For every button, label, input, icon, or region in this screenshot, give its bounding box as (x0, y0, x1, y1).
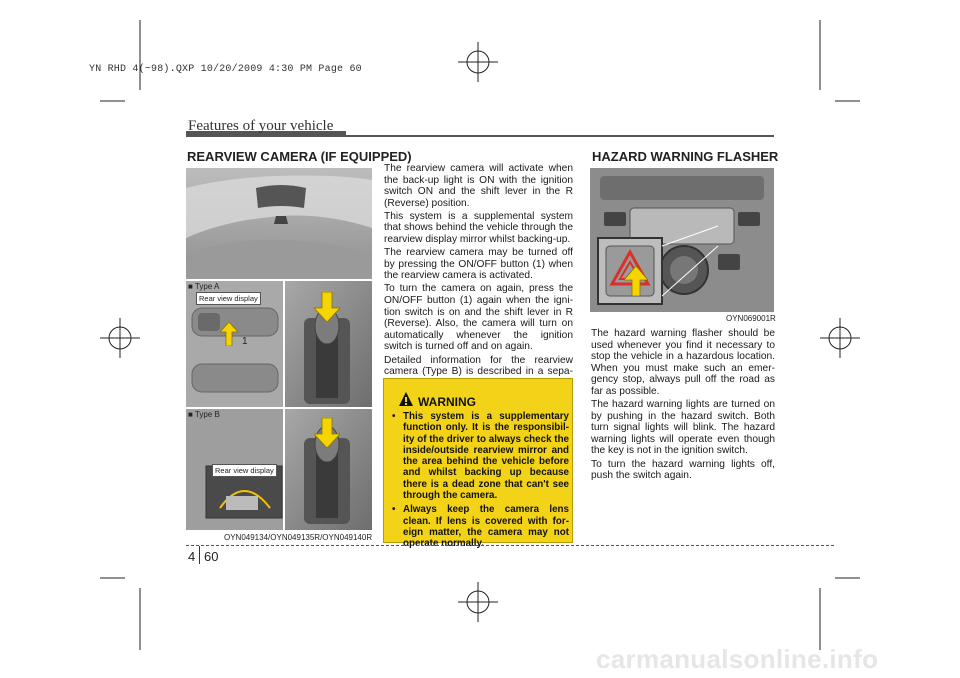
warning-item: • Always keep the camera lens clean. If lens is covered with for-eign matter, the camera may not operate normally. (392, 504, 569, 549)
rearview-camera-figure (186, 168, 372, 530)
watermark: carmanualsonline.info (596, 644, 879, 674)
hazard-switch-figure (590, 168, 774, 312)
print-slug: YN RHD 4(~98).QXP 10/20/2009 4:30 PM Page 60 (89, 64, 362, 75)
warning-list (392, 411, 569, 553)
hazard-flasher-body (591, 328, 775, 483)
warning-title: WARNING (418, 395, 476, 409)
body-paragraph: The rearview camera may be turned off by pressing the ON/OFF button (1) when the rearview camera is activated. (384, 247, 573, 282)
shift-lever-arrow-icon-a (314, 292, 340, 322)
hazard-arrow-icon (624, 266, 648, 296)
hazard-switch-illustration (590, 168, 774, 312)
header-rule (186, 135, 774, 137)
body-paragraph: Detailed information for the rearview camera (Type B) is described in a sepa- (384, 354, 573, 378)
page-number-separator (199, 546, 200, 564)
section-title: Features of your vehicle (188, 118, 334, 134)
body-paragraph: This system is a supplemental system that shows behind the vehicle through the rearview display mirror whilst backing-up. (384, 210, 573, 246)
rearview-figure-caption: OYN049134/OYN049135R/OYN049140R (224, 533, 373, 542)
type-a-label: ■ Type A (188, 282, 220, 291)
body-paragraph: The hazard warning lights are turned on by pushing in the hazard switch. Both turn signal lights will blink. The hazard warning lights will operate even though the key is not in the ignition switch. (591, 399, 775, 457)
hazard-flasher-heading: HAZARD WARNING FLASHER (592, 149, 779, 164)
rearview-camera-body (384, 163, 573, 391)
body-paragraph: To turn the hazard warning lights off, push the switch again. (591, 458, 775, 482)
button-number-label: 1 (242, 336, 248, 347)
body-paragraph: The rearview camera will activate when the back-up light is ON with the ignition switch ON and the shift lever in the R (Reverse) position. (384, 163, 573, 209)
warning-box (383, 378, 573, 550)
page-number: 60 (204, 549, 219, 564)
rear-view-display-label-a: Rear view display (196, 292, 261, 305)
body-paragraph: To turn the camera on again, press the ON/OFF button (1) again when the igni-tion switch is on and the shift lever in R (Reverse). Also, the camera will turn on automatically whenever the ignition switch is turned off and on again. (384, 283, 573, 353)
chapter-number: 4 (188, 549, 196, 564)
type-b-label: ■ Type B (188, 410, 220, 419)
rearview-camera-heading: REARVIEW CAMERA (IF EQUIPPED) (187, 149, 412, 164)
hazard-figure-caption: OYN069001R (726, 314, 776, 323)
button-1-arrow-icon (220, 322, 238, 346)
footer-rule (186, 545, 834, 546)
warning-item: • This system is a supplementary function only. It is the responsibil-ity of the driver to always check the inside/outside rearview mirror and the area behind the vehicle before and whilst backing up because there is a dead zone that can't see through the camera. (392, 411, 569, 501)
shift-lever-arrow-icon-b (314, 418, 340, 448)
warning-triangle-icon (398, 391, 414, 407)
body-paragraph: The hazard warning flasher should be used whenever you find it necessary to stop the vehicle in a hazardous location. When you must make such an emer-gency stop, always pull off the road as far as possible. (591, 328, 775, 397)
rear-view-display-label-b: Rear view display (212, 464, 277, 477)
